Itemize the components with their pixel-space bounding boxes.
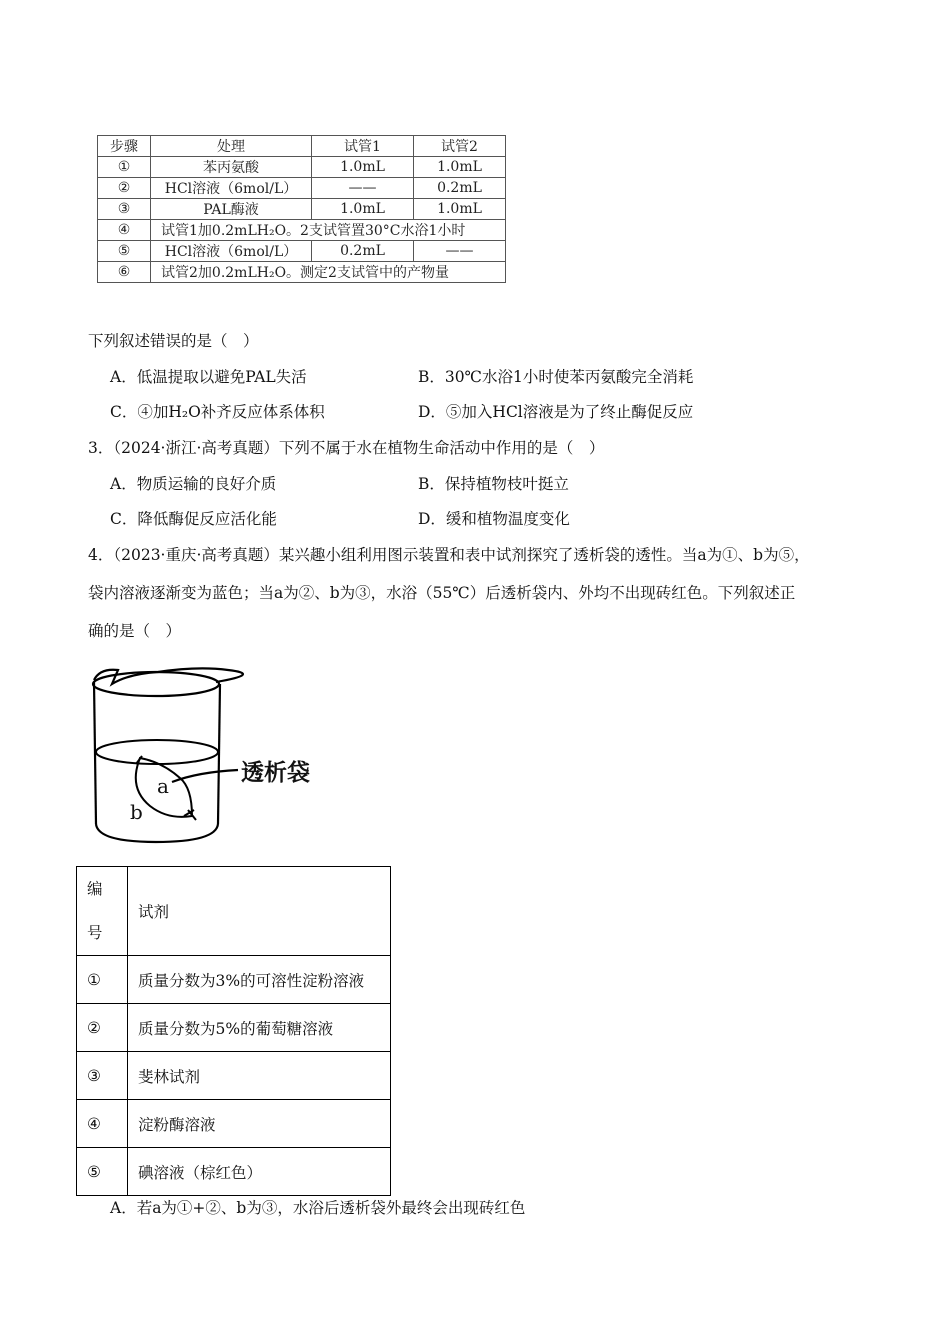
q3-option-d: D．缓和植物温度变化 [418,510,570,528]
table-row [77,1100,391,1148]
reagent-name: 淀粉酶溶液 [128,1100,391,1148]
table-row [98,262,506,283]
q3-option-c: C．降低酶促反应活化能 [110,510,277,528]
reagent-table [76,866,391,1196]
q4-stem-line2: 袋内溶液逐渐变为蓝色；当a为②、b为③，水浴（55℃）后透析袋内、外均不出现砖红色。下列叙述正 [88,584,796,602]
beaker-figure [88,660,348,845]
header-cell: 试管1 [312,136,414,157]
beaker-bottom [96,824,218,842]
table-row [98,241,506,262]
table-row [77,1052,391,1100]
bag-tie-bottom [184,810,196,820]
reagent-number: ④ [77,1100,128,1148]
beaker-rim [94,668,243,684]
step-treatment: 试管1加0.2mLH₂O。2支试管置30°C水浴1小时 [151,220,506,241]
q3-option-a: A．物质运输的良好介质 [110,475,277,493]
reagent-name: 质量分数为3%的可溶性淀粉溶液 [128,956,391,1004]
header-number-2: 号 [87,924,103,942]
step-treatment: 试管2加0.2mLH₂O。测定2支试管中的产物量 [151,262,506,283]
reagent-name: 斐林试剂 [128,1052,391,1100]
q2-option-b: B．30℃水浴1小时使苯丙氨酸完全消耗 [418,368,694,386]
steps-header-row [98,136,506,157]
q2-stem: 下列叙述错误的是（ ） [88,332,259,350]
step-num: ⑥ [98,262,151,283]
outside-label: b [130,800,143,824]
reagent-number: ① [77,956,128,1004]
tube1-value: 1.0mL [312,199,414,220]
bag-label: 透析袋 [241,760,310,786]
reagent-number: ⑤ [77,1148,128,1196]
q4-stem-line3: 确的是（ ） [88,622,182,640]
table-row [98,220,506,241]
table-row [77,1004,391,1052]
table-row [98,157,506,178]
q3-option-b: B．保持植物枝叶挺立 [418,475,569,493]
step-num: ② [98,178,151,199]
table-row [77,956,391,1004]
step-num: ⑤ [98,241,151,262]
q3-stem: 3．（2024·浙江·高考真题）下列不属于水在植物生命活动中作用的是（ ） [88,439,605,457]
reagent-header-row [77,867,391,956]
step-treatment: 苯丙氨酸 [151,157,312,178]
reagent-number: ② [77,1004,128,1052]
tube1-value: 0.2mL [312,241,414,262]
step-treatment: HCl溶液（6mol/L） [151,241,312,262]
reagent-number: ③ [77,1052,128,1100]
q4-stem-line1: 4．（2023·重庆·高考真题）某兴趣小组利用图示装置和表中试剂探究了透析袋的透性。当a为①、b为⑤， [88,546,810,564]
header-cell: 步骤 [98,136,151,157]
header-number-cell [77,867,128,956]
header-cell: 试管2 [414,136,506,157]
table-row [77,1148,391,1196]
beaker-drawing [88,660,348,845]
step-num: ④ [98,220,151,241]
q4-option-a: A．若a为①+②、b为③，水浴后透析袋外最终会出现砖红色 [110,1199,526,1217]
reagent-name: 质量分数为5%的葡萄糖溶液 [128,1004,391,1052]
step-treatment: HCl溶液（6mol/L） [151,178,312,199]
header-number-1: 编 [87,880,103,898]
header-cell: 处理 [151,136,312,157]
liquid-surface [96,740,218,764]
table-row [98,199,506,220]
table-row [98,178,506,199]
steps-table [97,135,506,283]
q2-option-d: D．⑤加入HCl溶液是为了终止酶促反应 [418,403,694,421]
tube2-value: —— [414,241,506,262]
tube2-value: 0.2mL [414,178,506,199]
tube1-value: 1.0mL [312,157,414,178]
tube1-value: —— [312,178,414,199]
step-num: ③ [98,199,151,220]
header-reagent-cell: 试剂 [128,867,391,956]
tube2-value: 1.0mL [414,157,506,178]
step-treatment: PAL酶液 [151,199,312,220]
q2-option-c: C．④加H₂O补齐反应体系体积 [110,403,325,421]
reagent-name: 碘溶液（棕红色） [128,1148,391,1196]
q2-option-a: A．低温提取以避免PAL失活 [110,368,307,386]
tube2-value: 1.0mL [414,199,506,220]
inside-label: a [157,774,169,798]
step-num: ① [98,157,151,178]
